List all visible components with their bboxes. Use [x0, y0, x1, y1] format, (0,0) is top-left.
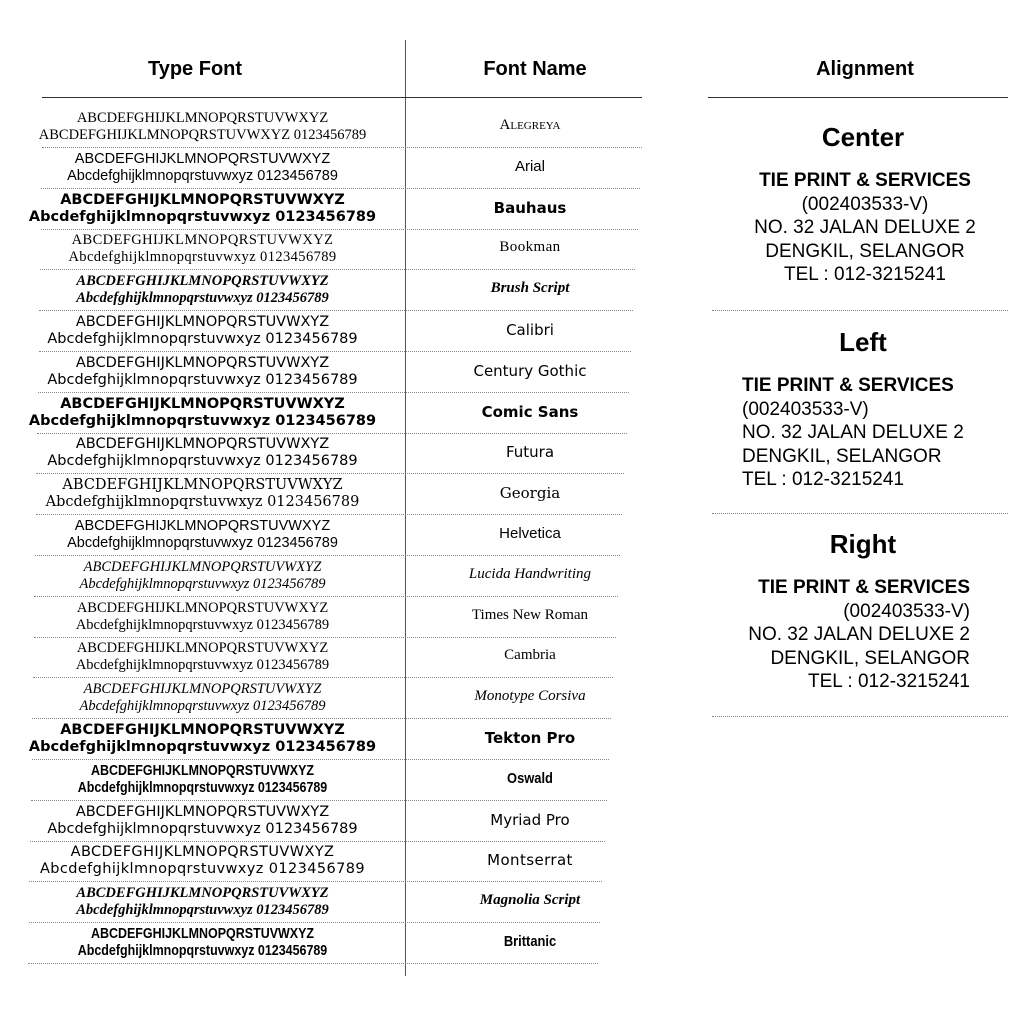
- font-row: [29, 882, 601, 923]
- sample-lowercase-digits: Abcdefghijklmnopqrstuvwxyz 0123456789: [79, 698, 326, 715]
- sample-uppercase: ABCDEFGHIJKLMNOPQRSTUVWXYZ: [74, 150, 331, 167]
- font-name: Monotype Corsiva: [474, 688, 586, 705]
- sample-lowercase-digits: Abcdefghijklmnopqrstuvwxyz 0123456789: [79, 575, 326, 592]
- telephone: TEL : 012-3215241: [784, 264, 946, 285]
- table-header-rule: [42, 97, 642, 98]
- address-right: [712, 576, 970, 694]
- font-sample: [0, 151, 405, 185]
- sample-lowercase-digits: Abcdefghijklmnopqrstuvwxyz 0123456789: [28, 739, 377, 755]
- address-line-1: NO. 32 JALAN DELUXE 2: [754, 217, 976, 238]
- telephone: TEL : 012-3215241: [808, 671, 970, 692]
- sample-uppercase: ABCDEFGHIJKLMNOPQRSTUVWXYZ: [60, 395, 345, 412]
- alignment-separator: [712, 310, 1008, 311]
- address-line-1: NO. 32 JALAN DELUXE 2: [742, 422, 964, 443]
- sample-lowercase-digits: Abcdefghijklmnopqrstuvwxyz 0123456789: [47, 820, 358, 837]
- sample-uppercase: ABCDEFGHIJKLMNOPQRSTUVWXYZ: [76, 599, 329, 616]
- font-sample: [28, 763, 376, 797]
- alignment-center-block: [712, 122, 1008, 287]
- alignment-right-block: [712, 529, 1008, 694]
- sample-lowercase-digits: Abcdefghijklmnopqrstuvwxyz 0123456789: [76, 290, 329, 307]
- sample-lowercase-digits: Abcdefghijklmnopqrstuvwxyz 0123456789: [75, 616, 330, 633]
- company-name: TIE PRINT & SERVICES: [742, 375, 954, 396]
- font-name: Calibri: [506, 321, 554, 339]
- font-row: [28, 923, 598, 964]
- sample-lowercase-digits: Abcdefghijklmnopqrstuvwxyz 0123456789: [39, 861, 366, 878]
- font-name: Cambria: [504, 647, 556, 664]
- sample-uppercase: ABCDEFGHIJKLMNOPQRSTUVWXYZ: [60, 722, 345, 738]
- registration-number: (002403533-V): [742, 398, 869, 420]
- font-row: [36, 433, 624, 474]
- sample-lowercase-digits: Abcdefghijklmnopqrstuvwxyz 0123456789: [68, 249, 337, 266]
- font-row: [39, 270, 633, 311]
- font-row: [39, 311, 632, 352]
- sample-lowercase-digits: Abcdefghijklmnopqrstuvwxyz 0123456789: [67, 167, 338, 184]
- font-name: Myriad Pro: [490, 810, 570, 829]
- font-sample: [0, 681, 405, 715]
- company-name: TIE PRINT & SERVICES: [759, 170, 971, 191]
- font-sample: [0, 559, 405, 593]
- company-name: TIE PRINT & SERVICES: [758, 577, 970, 598]
- sample-lowercase-digits: Abcdefghijklmnopqrstuvwxyz 0123456789: [47, 331, 358, 347]
- font-name: Alegreya: [499, 117, 561, 133]
- font-name: Century Gothic: [473, 361, 587, 380]
- sample-lowercase-digits: ABCDEFGHIJKLMNOPQRSTUVWXYZ 0123456789: [38, 127, 367, 143]
- font-row: [32, 678, 611, 719]
- font-sample: [0, 355, 405, 389]
- sample-uppercase: ABCDEFGHIJKLMNOPQRSTUVWXYZ: [60, 191, 345, 208]
- font-row: [35, 515, 620, 556]
- font-sample: [0, 436, 405, 470]
- font-name-header: Font Name: [483, 58, 587, 80]
- font-sample: [0, 600, 405, 634]
- font-name: Lucida Handwriting: [468, 565, 592, 582]
- sample-lowercase-digits: Abcdefghijklmnopqrstuvwxyz 0123456789: [75, 657, 330, 674]
- sample-lowercase-digits: Abcdefghijklmnopqrstuvwxyz 0123456789: [47, 371, 358, 388]
- font-row: [30, 801, 605, 842]
- font-sample: [0, 396, 405, 430]
- address-left: [712, 374, 1008, 492]
- font-name: Brittanic: [503, 933, 557, 950]
- sample-lowercase-digits: Abcdefghijklmnopqrstuvwxyz 0123456789: [77, 779, 328, 796]
- registration-number: (002403533-V): [801, 193, 929, 215]
- font-sample: [28, 926, 376, 960]
- sample-lowercase-digits: Abcdefghijklmnopqrstuvwxyz 0123456789: [45, 494, 360, 511]
- font-sample: [0, 518, 405, 552]
- sample-uppercase: ABCDEFGHIJKLMNOPQRSTUVWXYZ: [90, 926, 315, 942]
- sample-uppercase: ABCDEFGHIJKLMNOPQRSTUVWXYZ: [76, 640, 329, 657]
- address-center: [712, 169, 1018, 287]
- font-sample: [0, 192, 405, 226]
- font-row: [33, 637, 614, 678]
- registration-number: (002403533-V): [843, 600, 970, 622]
- font-name: Bookman: [499, 239, 561, 256]
- address-line-1: NO. 32 JALAN DELUXE 2: [748, 624, 970, 645]
- row-separator: [28, 963, 598, 964]
- address-line-2: DENGKIL, SELANGOR: [770, 647, 970, 669]
- font-name: Futura: [505, 443, 555, 462]
- font-sample: [0, 885, 405, 919]
- alignment-right-title: Right: [829, 529, 897, 559]
- font-sample: [0, 110, 405, 144]
- sample-lowercase-digits: Abcdefghijklmnopqrstuvwxyz 0123456789: [28, 208, 377, 225]
- sample-uppercase: ABCDEFGHIJKLMNOPQRSTUVWXYZ: [71, 232, 334, 249]
- address-line-2: DENGKIL, SELANGOR: [765, 240, 965, 262]
- sample-uppercase: ABCDEFGHIJKLMNOPQRSTUVWXYZ: [76, 110, 329, 126]
- alignment-header-rule: [708, 97, 1008, 98]
- font-sample: [0, 314, 405, 348]
- font-sample: [0, 232, 405, 266]
- sample-uppercase: ABCDEFGHIJKLMNOPQRSTUVWXYZ: [74, 518, 331, 534]
- sample-uppercase: ABCDEFGHIJKLMNOPQRSTUVWXYZ: [75, 354, 330, 371]
- font-name: Arial: [514, 157, 545, 175]
- font-row: [28, 719, 610, 760]
- sample-uppercase: ABCDEFGHIJKLMNOPQRSTUVWXYZ: [90, 762, 315, 779]
- font-row: [28, 393, 627, 434]
- font-row: [28, 189, 638, 230]
- sample-uppercase: ABCDEFGHIJKLMNOPQRSTUVWXYZ: [83, 681, 322, 698]
- sample-lowercase-digits: Abcdefghijklmnopqrstuvwxyz 0123456789: [28, 412, 377, 429]
- address-line-2: DENGKIL, SELANGOR: [742, 445, 942, 467]
- font-name: Helvetica: [499, 525, 561, 542]
- font-name: Brush Script: [490, 280, 570, 297]
- font-name: Tekton Pro: [484, 729, 576, 747]
- font-sample: [0, 640, 405, 674]
- font-row: [34, 597, 616, 638]
- alignment-left-title: Left: [839, 327, 887, 357]
- sample-uppercase: ABCDEFGHIJKLMNOPQRSTUVWXYZ: [70, 844, 335, 861]
- font-sample: [0, 722, 405, 756]
- sample-uppercase: ABCDEFGHIJKLMNOPQRSTUVWXYZ: [83, 558, 322, 575]
- font-name: Times New Roman: [471, 606, 589, 623]
- sample-uppercase: ABCDEFGHIJKLMNOPQRSTUVWXYZ: [62, 477, 343, 494]
- font-sample: [0, 477, 405, 511]
- font-name: Montserrat: [487, 851, 573, 870]
- sample-uppercase: ABCDEFGHIJKLMNOPQRSTUVWXYZ: [76, 273, 329, 290]
- font-name: Georgia: [499, 484, 561, 503]
- font-row: [34, 556, 618, 597]
- font-row: [31, 760, 607, 801]
- telephone: TEL : 012-3215241: [742, 469, 904, 490]
- alignment-separator: [712, 513, 1008, 514]
- font-name: Comic Sans: [481, 402, 579, 421]
- sample-uppercase: ABCDEFGHIJKLMNOPQRSTUVWXYZ: [75, 436, 330, 453]
- font-sample: [0, 844, 405, 878]
- sample-uppercase: ABCDEFGHIJKLMNOPQRSTUVWXYZ: [75, 314, 330, 330]
- font-row: [38, 352, 629, 393]
- type-font-header: Type Font: [147, 58, 243, 80]
- alignment-separator: [712, 716, 1008, 717]
- sample-lowercase-digits: Abcdefghijklmnopqrstuvwxyz 0123456789: [77, 943, 328, 959]
- font-row: [36, 474, 623, 515]
- font-name: Oswald: [507, 769, 553, 787]
- alignment-center-title: Center: [821, 122, 905, 152]
- sample-uppercase: ABCDEFGHIJKLMNOPQRSTUVWXYZ: [75, 803, 330, 820]
- sample-uppercase: ABCDEFGHIJKLMNOPQRSTUVWXYZ: [76, 885, 329, 902]
- font-row: [40, 229, 636, 270]
- font-sample: [0, 804, 405, 838]
- font-name: Bauhaus: [493, 198, 567, 217]
- sample-lowercase-digits: Abcdefghijklmnopqrstuvwxyz 0123456789: [47, 453, 358, 470]
- font-row: [41, 148, 640, 189]
- font-row: [38, 107, 642, 148]
- sample-lowercase-digits: Abcdefghijklmnopqrstuvwxyz 0123456789: [76, 902, 329, 919]
- font-row: [29, 841, 602, 882]
- alignment-header: Alignment: [816, 58, 914, 80]
- alignment-left-block: [712, 327, 1008, 492]
- font-name: Magnolia Script: [479, 892, 581, 909]
- sample-lowercase-digits: Abcdefghijklmnopqrstuvwxyz 0123456789: [67, 535, 338, 551]
- font-sample: [0, 273, 405, 307]
